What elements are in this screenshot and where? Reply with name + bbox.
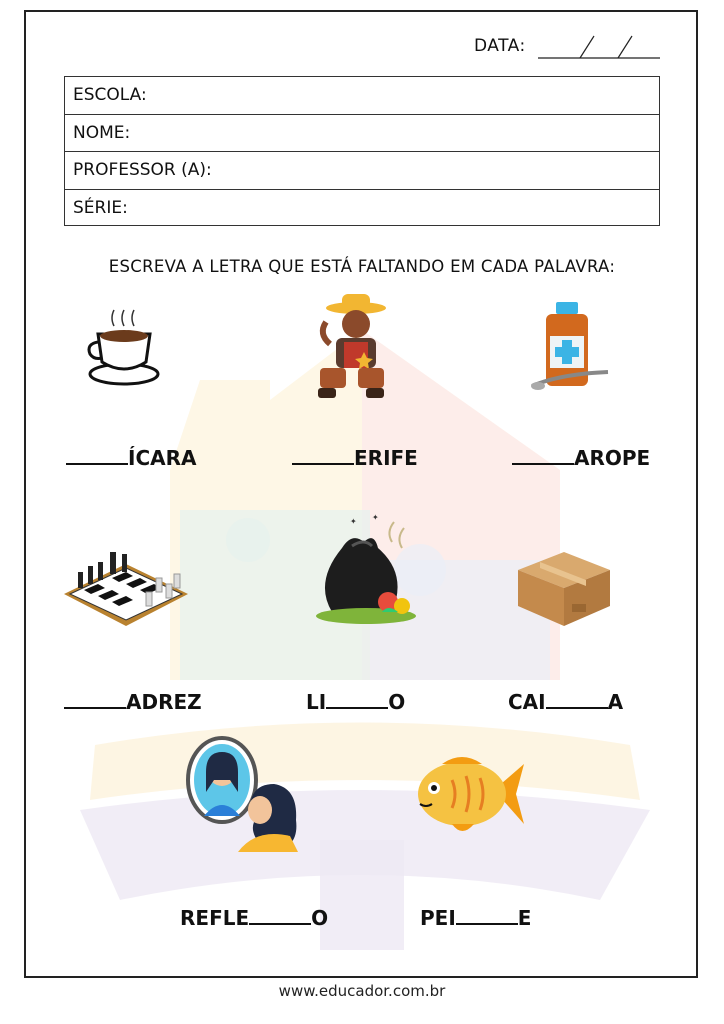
answer-blank[interactable] [456,907,518,925]
school-field[interactable]: ESCOLA: [65,77,659,115]
website-footer[interactable]: www.educador.com.br [278,982,446,1000]
word-peixe: PEI E [420,906,532,930]
svg-text:✦: ✦ [350,517,357,526]
word-xadrez: ADREZ [64,690,202,714]
syrup-bottle-picture [530,300,610,392]
date-slots[interactable] [538,34,660,60]
name-field[interactable]: NOME: [65,115,659,153]
cardboard-box-picture [514,540,620,628]
instruction-text: ESCREVA A LETRA QUE ESTÁ FALTANDO EM CADA PALAVRA: [108,257,616,276]
date-label: DATA: [474,36,526,56]
word-lixo: LI O [306,690,406,714]
answer-blank[interactable] [64,691,126,709]
sheriff-picture [310,294,394,402]
word-xicara: ÍCARA [66,446,196,470]
student-info-box [64,76,660,226]
fish-picture [412,750,526,838]
word-reflexo: REFLE O [180,906,329,930]
svg-text:✦: ✦ [372,513,379,522]
answer-blank[interactable] [326,691,388,709]
answer-blank[interactable] [66,447,128,465]
word-caixa: CAI A [508,690,624,714]
word-xerife: ERIFE [292,446,418,470]
garbage-bag-picture [312,512,420,626]
answer-blank[interactable] [512,447,574,465]
answer-blank[interactable] [546,691,608,709]
mirror-reflection-picture [180,736,304,852]
teacher-field[interactable]: PROFESSOR (A): [65,152,659,190]
chess-board-picture [60,544,190,630]
grade-field[interactable]: SÉRIE: [73,197,128,218]
answer-blank[interactable] [249,907,311,925]
answer-blank[interactable] [292,447,354,465]
word-xarope: AROPE [512,446,650,470]
coffee-cup-picture [84,304,168,388]
